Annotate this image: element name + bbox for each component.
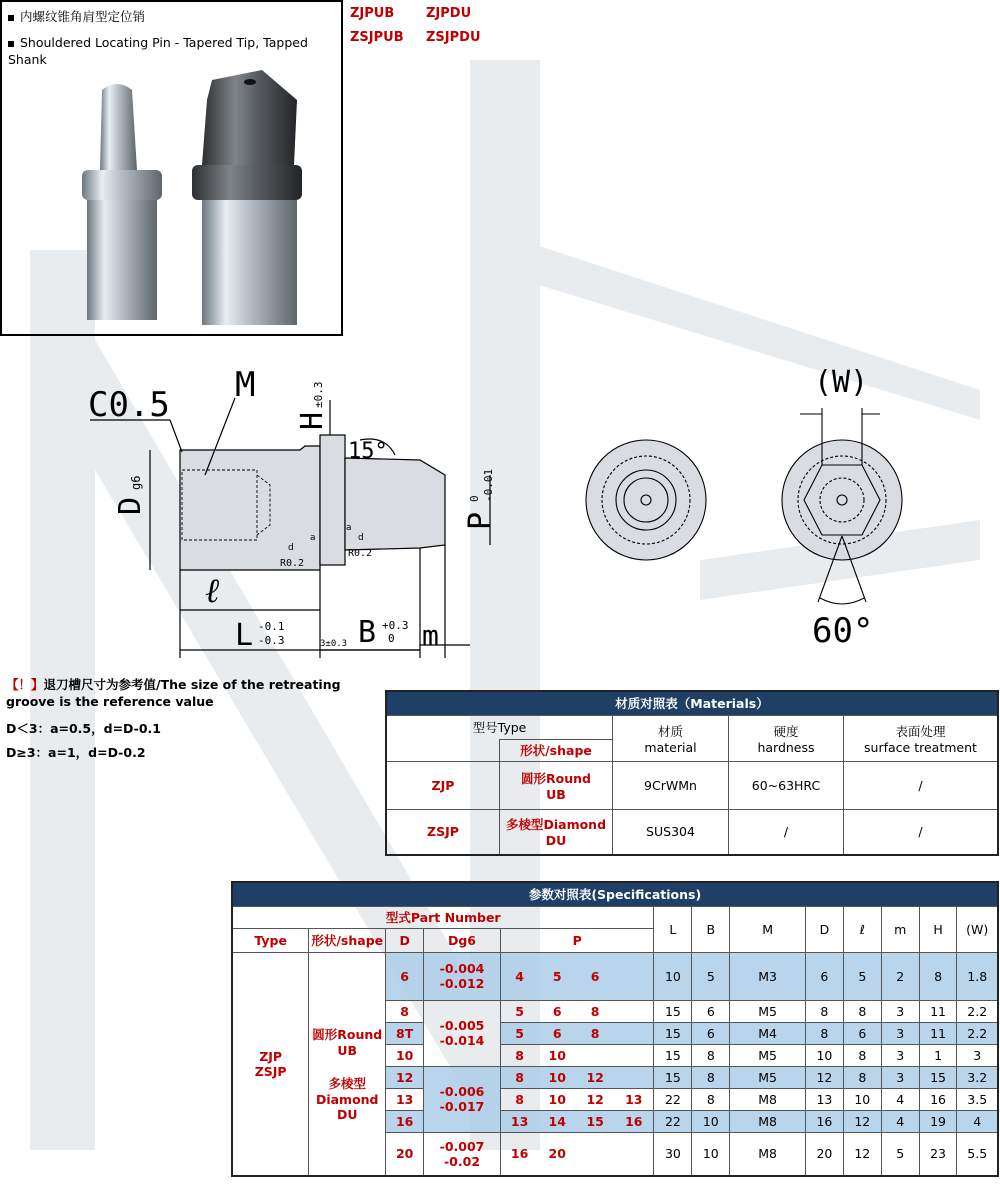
- table-cell: 12: [576, 1066, 614, 1088]
- table-cell: 10: [538, 1066, 576, 1088]
- table-cell: [576, 1132, 614, 1176]
- spec-type-cell: ZJP ZSJP: [232, 952, 309, 1176]
- note-line1a: 【！】退刀槽尺寸为参考值/The size of the retreating: [6, 677, 341, 692]
- table-cell: 20: [538, 1132, 576, 1176]
- table-cell: 6: [538, 1000, 576, 1022]
- table-cell: 8: [500, 1044, 538, 1066]
- table-cell: 12: [805, 1066, 843, 1088]
- table-cell: 19: [919, 1110, 957, 1132]
- table-cell: 5: [500, 1000, 538, 1022]
- table-cell: 16: [500, 1132, 538, 1176]
- table-cell: 13: [805, 1088, 843, 1110]
- label-a-left: a: [310, 533, 316, 543]
- label-H: H: [295, 411, 330, 430]
- code-zsjpub: ZSJPUB: [350, 30, 404, 45]
- mat-row-type: ZJP: [386, 761, 500, 809]
- spec-header-l: ℓ: [843, 906, 881, 952]
- label-D: D: [113, 496, 148, 515]
- title-cn: 内螺纹锥角肩型定位销: [8, 8, 145, 25]
- spec-D: 12: [386, 1066, 424, 1088]
- table-cell: 3: [881, 1044, 919, 1066]
- table-cell: 4: [500, 952, 538, 1000]
- table-cell: 20: [805, 1132, 843, 1176]
- table-cell: 10: [538, 1044, 576, 1066]
- label-L-tol-lower: -0.3: [258, 634, 285, 647]
- table-cell: 6: [692, 1000, 730, 1022]
- table-cell: 16: [919, 1088, 957, 1110]
- table-cell: 8: [576, 1000, 614, 1022]
- specs-table: [231, 881, 999, 1177]
- label-W: (W): [814, 365, 869, 400]
- table-cell: 13: [500, 1110, 538, 1132]
- table-cell: 3: [881, 1022, 919, 1044]
- label-D-tol: g6: [129, 475, 143, 490]
- label-m: m: [422, 619, 439, 652]
- table-cell: 8: [805, 1000, 843, 1022]
- table-cell: 16: [614, 1110, 654, 1132]
- spec-D: 20: [386, 1132, 424, 1176]
- table-cell: M5: [730, 1044, 806, 1066]
- table-cell: 8: [805, 1022, 843, 1044]
- table-cell: [614, 1066, 654, 1088]
- mat-row-shape: 多棱型Diamond DU: [500, 809, 613, 855]
- table-cell: M8: [730, 1132, 806, 1176]
- table-cell: M5: [730, 1066, 806, 1088]
- table-cell: 15: [654, 1000, 692, 1022]
- table-cell: 8: [500, 1066, 538, 1088]
- technical-drawing: [0, 340, 1000, 670]
- materials-table: [385, 690, 999, 856]
- table-cell: 10: [538, 1088, 576, 1110]
- table-cell: 8: [843, 1066, 881, 1088]
- label-R-left: R0.2: [280, 558, 305, 569]
- spec-D: 16: [386, 1110, 424, 1132]
- table-cell: 6: [843, 1022, 881, 1044]
- table-cell: 6: [538, 1022, 576, 1044]
- table-cell: 4: [881, 1088, 919, 1110]
- mat-row-type: ZSJP: [386, 809, 500, 855]
- label-B-tol-lower: 0: [388, 632, 395, 645]
- table-cell: 5: [500, 1022, 538, 1044]
- mat-header-material: 材质 material: [613, 715, 729, 761]
- spec-tol: -0.004 -0.012: [424, 952, 501, 1000]
- title-en: Shouldered Locating Pin - Tapered Tip, Tapped Shank: [8, 35, 308, 67]
- mat-header-shape: 形状/shape: [500, 739, 613, 761]
- table-cell: 4: [957, 1110, 998, 1132]
- label-a-right: a: [346, 523, 352, 533]
- table-cell: 12: [576, 1088, 614, 1110]
- table-cell: 11: [919, 1000, 957, 1022]
- table-cell: 15: [576, 1110, 614, 1132]
- table-cell: 2: [881, 952, 919, 1000]
- table-cell: M8: [730, 1088, 806, 1110]
- table-cell: 22: [654, 1088, 692, 1110]
- spec-header-Dg6: Dg6: [424, 928, 501, 952]
- code-zjpub: ZJPUB: [350, 6, 395, 21]
- specs-title: 参数对照表(Specifications): [232, 882, 998, 906]
- table-cell: 8: [919, 952, 957, 1000]
- table-cell: 2.2: [957, 1000, 998, 1022]
- table-cell: [614, 1000, 654, 1022]
- spec-D: 8T: [386, 1022, 424, 1044]
- table-cell: M5: [730, 1000, 806, 1022]
- table-cell: 10: [692, 1132, 730, 1176]
- table-cell: 8: [692, 1066, 730, 1088]
- table-cell: 13: [614, 1088, 654, 1110]
- table-cell: 8: [692, 1088, 730, 1110]
- spec-header-m: m: [881, 906, 919, 952]
- mat-header-type: 型号Type: [386, 715, 613, 739]
- spec-tol: -0.006 -0.017: [424, 1066, 501, 1132]
- spec-D: 10: [386, 1044, 424, 1066]
- spec-tol: -0.007 -0.02: [424, 1132, 501, 1176]
- table-cell: 5: [692, 952, 730, 1000]
- table-cell: 8: [692, 1044, 730, 1066]
- table-cell: 8: [500, 1088, 538, 1110]
- table-cell: 1.8: [957, 952, 998, 1000]
- mat-row-material: 9CrWMn: [613, 761, 729, 809]
- mat-row-shape: 圆形Round UB: [500, 761, 613, 809]
- label-angle-15: 15°: [348, 439, 388, 464]
- table-cell: 3.5: [957, 1088, 998, 1110]
- table-cell: 8: [576, 1022, 614, 1044]
- mat-row-material: SUS304: [613, 809, 729, 855]
- spec-D: 8: [386, 1000, 424, 1022]
- table-cell: 16: [805, 1110, 843, 1132]
- table-cell: 8: [843, 1000, 881, 1022]
- table-cell: [614, 952, 654, 1000]
- label-chamfer: C0.5: [88, 385, 170, 425]
- table-cell: 3.2: [957, 1066, 998, 1088]
- spec-header-D: D: [386, 928, 424, 952]
- spec-header-M: M: [730, 906, 806, 952]
- mat-row-hardness: 60~63HRC: [729, 761, 844, 809]
- table-cell: [386, 739, 500, 761]
- label-B-tol-upper: +0.3: [382, 619, 409, 632]
- mat-row-surface: /: [844, 809, 999, 855]
- table-cell: 5: [538, 952, 576, 1000]
- table-cell: 15: [654, 1066, 692, 1088]
- table-cell: 12: [843, 1110, 881, 1132]
- note-line3: D≥3：a=1，d=D-0.2: [6, 745, 146, 760]
- label-3: 3±0.3: [320, 639, 348, 649]
- label-P: P: [463, 511, 498, 530]
- spec-header-D2: D: [805, 906, 843, 952]
- table-cell: 6: [576, 952, 614, 1000]
- table-cell: 23: [919, 1132, 957, 1176]
- label-R-right: R0.2: [348, 548, 373, 559]
- table-cell: 10: [843, 1088, 881, 1110]
- product-image-panel: [0, 0, 343, 336]
- mat-header-surface: 表面处理 surface treatment: [844, 715, 999, 761]
- spec-tol: -0.005 -0.014: [424, 1000, 501, 1066]
- materials-title: 材质对照表（Materials）: [386, 691, 998, 715]
- label-H-tol: ±0.3: [312, 381, 325, 408]
- spec-header-B: B: [692, 906, 730, 952]
- table-cell: 6: [805, 952, 843, 1000]
- table-cell: [614, 1022, 654, 1044]
- table-cell: [614, 1132, 654, 1176]
- mat-row-surface: /: [844, 761, 999, 809]
- spec-shape-cell: 圆形Round UB 多棱型 Diamond DU: [309, 952, 386, 1176]
- table-cell: 14: [538, 1110, 576, 1132]
- table-cell: 5: [881, 1132, 919, 1176]
- label-thread: M: [235, 365, 256, 405]
- note-line2: D＜3：a=0.5，d=D-0.1: [6, 721, 161, 736]
- label-L-tol-upper: -0.1: [258, 620, 285, 633]
- label-P-tol-upper: 0: [468, 495, 481, 502]
- table-cell: 1: [919, 1044, 957, 1066]
- table-cell: 12: [843, 1132, 881, 1176]
- label-d-right: d: [358, 533, 364, 543]
- spec-header-L: L: [654, 906, 692, 952]
- code-zsjpdu: ZSJPDU: [426, 30, 481, 45]
- table-cell: M8: [730, 1110, 806, 1132]
- table-cell: 15: [919, 1066, 957, 1088]
- table-cell: 10: [654, 952, 692, 1000]
- table-cell: M3: [730, 952, 806, 1000]
- mat-header-hardness: 硬度 hardness: [729, 715, 844, 761]
- table-cell: 22: [654, 1110, 692, 1132]
- table-cell: 5: [843, 952, 881, 1000]
- label-d-left: d: [288, 543, 294, 553]
- label-l: ℓ: [205, 571, 220, 611]
- table-cell: 15: [654, 1044, 692, 1066]
- table-cell: 3: [881, 1000, 919, 1022]
- label-angle-60: 60°: [812, 611, 874, 651]
- table-cell: 2.2: [957, 1022, 998, 1044]
- spec-D: 13: [386, 1088, 424, 1110]
- spec-D: 6: [386, 952, 424, 1000]
- spec-header-type: Type: [232, 928, 309, 952]
- spec-header-H: H: [919, 906, 957, 952]
- label-B: B: [358, 615, 377, 650]
- table-cell: 3: [957, 1044, 998, 1066]
- table-cell: 6: [692, 1022, 730, 1044]
- label-P-tol-lower: -0.01: [482, 468, 495, 502]
- note-line1b: groove is the reference value: [6, 694, 214, 709]
- code-zjpdu: ZJPDU: [426, 6, 472, 21]
- label-L: L: [235, 618, 254, 653]
- spec-header-shape: 形状/shape: [309, 928, 386, 952]
- table-cell: 30: [654, 1132, 692, 1176]
- product-photo: [62, 70, 322, 332]
- mat-row-hardness: /: [729, 809, 844, 855]
- table-cell: 15: [654, 1022, 692, 1044]
- table-cell: 10: [692, 1110, 730, 1132]
- spec-header-P: P: [500, 928, 654, 952]
- table-cell: M4: [730, 1022, 806, 1044]
- table-cell: 5.5: [957, 1132, 998, 1176]
- table-cell: 10: [805, 1044, 843, 1066]
- table-cell: [576, 1044, 614, 1066]
- table-cell: 3: [881, 1066, 919, 1088]
- table-cell: 8: [843, 1044, 881, 1066]
- spec-header-part: 型式Part Number: [232, 906, 654, 928]
- table-cell: 11: [919, 1022, 957, 1044]
- table-cell: [614, 1044, 654, 1066]
- table-cell: 4: [881, 1110, 919, 1132]
- spec-header-W: (W): [957, 906, 998, 952]
